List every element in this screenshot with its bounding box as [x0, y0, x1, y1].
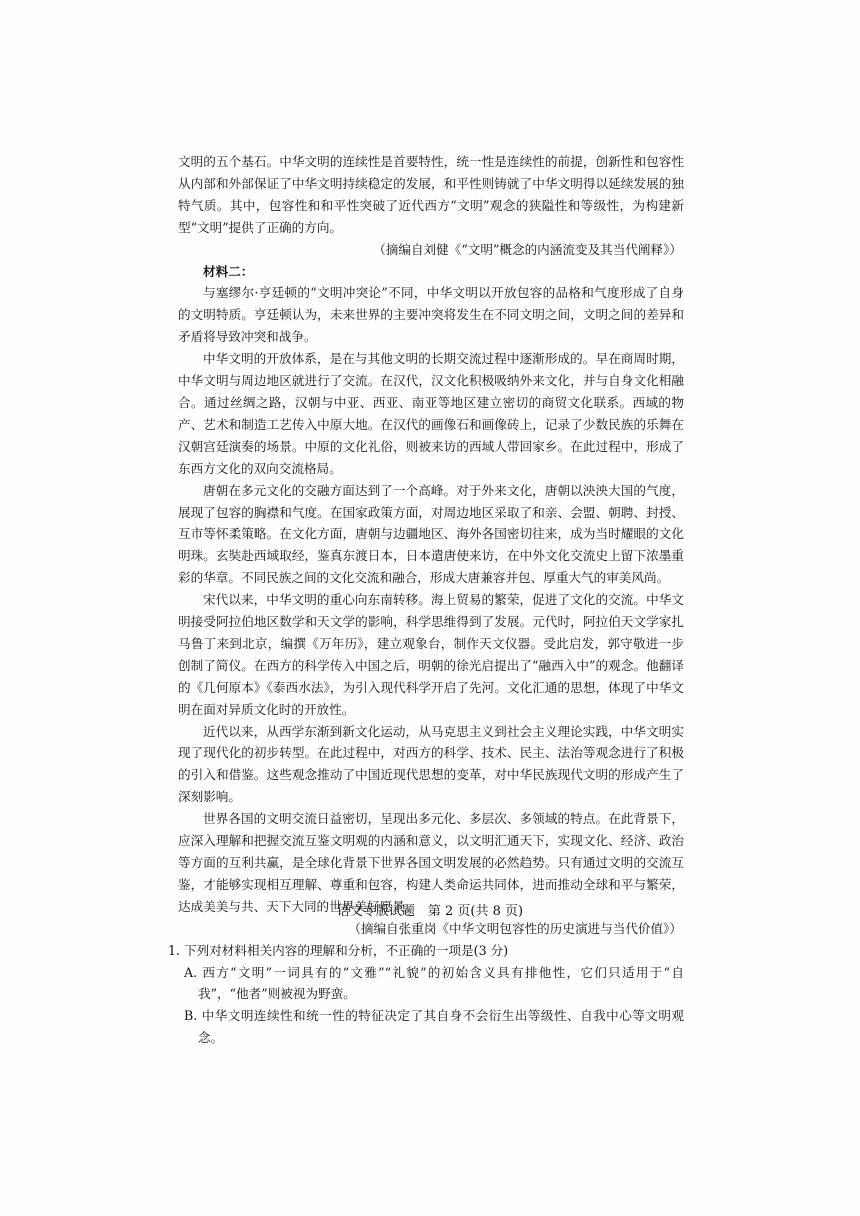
material-two-paragraph-3: 唐朝在多元文化的交融方面达到了一个高峰。对于外来文化，唐朝以泱泱大国的气度，展现了包容的胸襟和气度。在国家政策方面，对周边地区采取了和亲、会盟、朝聘、封授、互市等怀柔策略。在文化方面，唐朝与边疆地区、海外各国密切往来，成为当时耀眼的文化明珠。玄奘赴西域取经，鉴真东渡日本，日本遣唐使来访，在中外文化交流史上留下浓墨重彩的华章。不同民族之间的文化交流和融合，形成大唐兼容并包、厚重大气的审美风尚。: [178, 482, 684, 586]
exam-page: [168, 0, 684, 1049]
material-two-paragraph-6: 世界各国的文明交流日益密切，呈现出多元化、多层次、多领域的特点。在此背景下，应深入理解和把握交流互鉴文明观的内涵和意义，以文明汇通天下，实现文化、经济、政治等方面的互利共赢，是全球化背景下世界各国文明发展的必然趋势。只有通过文明的交流互鉴，才能够实现相互理解、尊重和包容，构建人类命运共同体，进而推动全球和平与繁荣，达成美美与共、天下大同的世界美好愿景。: [178, 811, 684, 914]
question-1-option-a: A. 西方“文明”一词具有的“文雅”“礼貌”的初始含义具有排他性，它们只适用于“自我”，“他者”则被视为野蛮。: [184, 964, 684, 1002]
question-1-stem: 1. 下列对材料相关内容的理解和分析，不正确的一项是(3 分): [168, 942, 509, 958]
page-footer: 语文专版试题 第 2 页(共 8 页): [336, 904, 524, 919]
material-two-paragraph-1: 与塞缪尔·亨廷顿的“文明冲突论”不同，中华文明以开放包容的品格和气度形成了自身的文明特质。亨廷顿认为，未来世界的主要冲突将发生在不同文明之间，文明之间的差异和矛盾将导致冲突和战争。: [178, 285, 684, 345]
material-one-paragraph: 文明的五个基石。中华文明的连续性是首要特性，统一性是连续性的前提，创新性和包容性从内部和外部保证了中华文明持续稳定的发展，和平性则铸就了中华文明得以延续发展的独特气质。其中，包容性和和平性突破了近代西方“文明”观念的狭隘性和等级性，为构建新型“文明”提供了正确的方向。: [178, 154, 684, 235]
material-two-heading: 材料二：: [203, 263, 254, 279]
material-one-source: （摘编自刘健《“文明”概念的内涵流变及其当代阐释》）: [373, 241, 682, 257]
material-two-paragraph-5: 近代以来，从西学东渐到新文化运动，从马克思主义到社会主义理论实践，中华文明实现了现代化的初步转型。在此过程中，对西方的科学、技术、民主、法治等观念进行了积极的引入和借鉴。这些观念推动了中国近现代思想的变革，对中华民族现代文明的形成产生了深刻影响。: [178, 723, 684, 805]
question-1-option-b: B. 中华文明连续性和统一性的特征决定了其自身不会衍生出等级性、自我中心等文明观念。: [184, 1008, 684, 1046]
material-two-source: （摘编自张重岗《中华文明包容性的历史演进与当代价值》）: [348, 920, 682, 936]
material-two-paragraph-4: 宋代以来，中华文明的重心向东南转移。海上贸易的繁荣，促进了文化的交流。中华文明接受阿拉伯地区数学和天文学的影响，科学思维得到了发展。元代时，阿拉伯天文学家扎马鲁丁来到北京，编撰《万年历》，建立观象台，制作天文仪器。受此启发，郭守敬进一步创制了简仪。在西方的科学传入中国之后，明朝的徐光启提出了“融西入中”的观念。他翻译的《几何原本》《泰西水法》，为引入现代科学开启了先河。文化汇通的思想，体现了中华文明在面对异质文化时的开放性。: [178, 592, 684, 717]
material-two-paragraph-2: 中华文明的开放体系，是在与其他文明的长期交流过程中逐渐形成的。早在商周时期，中华文明与周边地区就进行了交流。在汉代，汉文化积极吸纳外来文化，并与自身文化相融合。通过丝绸之路，汉朝与中亚、西亚、南亚等地区建立密切的商贸文化联系。西域的物产、艺术和制造工艺传入中原大地。在汉代的画像石和画像砖上，记录了少数民族的乐舞在汉朝宫廷演奏的场景。中原的文化礼俗，则被来访的西域人带回家乡。在此过程中，形成了东西方文化的双向交流格局。: [178, 351, 684, 476]
